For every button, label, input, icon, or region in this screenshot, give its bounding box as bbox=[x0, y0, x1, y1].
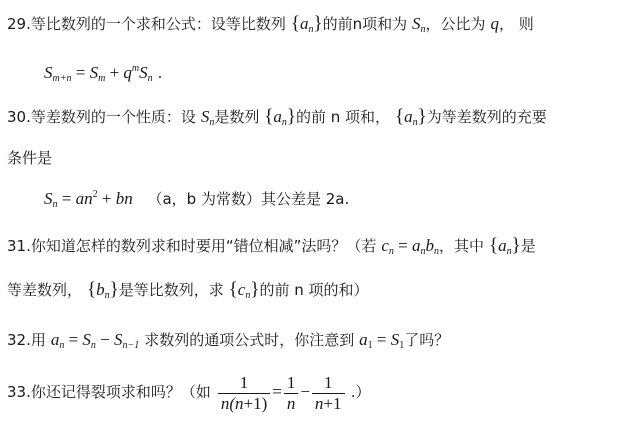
item-text: 是等比数列，求 bbox=[118, 281, 224, 299]
item-text: 求数列的通项公式时，你注意到 bbox=[144, 331, 355, 349]
math-cn: $c_n = a_nb_n$ bbox=[381, 236, 439, 257]
item-number: 30. bbox=[7, 108, 31, 126]
math-an: $a_n = S_n - S_{n-1}$ bbox=[50, 330, 140, 351]
item-32-line bbox=[7, 330, 449, 350]
fraction: $\frac{1}{n+1}$ bbox=[312, 374, 345, 413]
close-paren: ） bbox=[355, 383, 371, 401]
math-formula-29: $S_{m+n} = S_m + q^mS_n$ bbox=[44, 63, 153, 84]
math-a1: $a_1 = S_1$ bbox=[359, 330, 405, 351]
item-text: 的前n项和为 bbox=[322, 15, 408, 33]
item-text: 条件是 bbox=[7, 149, 53, 167]
item-text: （a，b 为常数）其公差是 2a. bbox=[147, 190, 350, 208]
math-q: q bbox=[490, 14, 499, 33]
math-seq-a: $\{a_n\}$ bbox=[488, 235, 521, 257]
item-text: ，其中 bbox=[438, 237, 484, 255]
item-29-formula bbox=[44, 63, 162, 83]
item-text: 的前 n 项的和） bbox=[259, 281, 369, 299]
item-30-line-2 bbox=[7, 148, 52, 168]
item-text: 用 bbox=[30, 331, 46, 349]
item-text: ， 则 bbox=[498, 15, 534, 33]
item-text: 是 bbox=[520, 237, 536, 255]
item-text: 的前 n 项和， bbox=[296, 108, 391, 126]
item-number: 33. bbox=[7, 383, 31, 401]
item-31-line-1 bbox=[7, 236, 536, 256]
math-seq-b: $\{b_n\}$ bbox=[86, 279, 119, 301]
item-text: 等差数列， bbox=[7, 281, 83, 299]
item-30-formula bbox=[44, 189, 349, 209]
item-text: 你知道怎样的数列求和时要用“错位相减”法吗？（若 bbox=[30, 237, 377, 255]
math-formula-33: $\frac{1}{n(n+1)}$ = $\frac{1}{n}$ − $\frac{1}{n+1}$ bbox=[216, 382, 351, 401]
math-sn: $S_n$ bbox=[412, 14, 426, 35]
item-text: . bbox=[350, 383, 356, 401]
item-29-line-1 bbox=[7, 14, 534, 34]
item-33-line bbox=[7, 372, 371, 413]
math-formula-30: $S_n = an^2$ + bn bbox=[44, 189, 133, 210]
math-seq-a: $\{a_n\}$ bbox=[395, 106, 427, 128]
item-text: 是数列 bbox=[214, 108, 260, 126]
item-text: 了吗？ bbox=[404, 331, 450, 349]
math-seq-a: $\{a_n\}$ bbox=[264, 106, 297, 128]
item-text: 等差数列的一个性质：设 bbox=[30, 108, 196, 126]
item-30-line-1 bbox=[7, 107, 547, 127]
item-text: 你还记得裂项求和吗？（如 bbox=[30, 383, 211, 401]
item-text: 为等差数列的充要 bbox=[426, 108, 547, 126]
fraction: $\frac{1}{n}$ bbox=[284, 374, 299, 413]
item-31-line-2 bbox=[7, 280, 369, 300]
item-number: 31. bbox=[7, 237, 31, 255]
item-number: 32. bbox=[7, 331, 31, 349]
fraction: $\frac{1}{n(n+1)}$ bbox=[218, 374, 270, 413]
math-seq-c: $\{c_n\}$ bbox=[228, 279, 260, 301]
item-text: 等比数列的一个求和公式：设等比数列 bbox=[30, 15, 286, 33]
math-sn: $S_n$ bbox=[200, 107, 215, 128]
item-text: . bbox=[157, 64, 163, 82]
item-text: ，公比为 bbox=[425, 15, 486, 33]
math-seq-a: $\{a_n\}$ bbox=[290, 13, 323, 35]
item-number: 29. bbox=[7, 15, 31, 33]
